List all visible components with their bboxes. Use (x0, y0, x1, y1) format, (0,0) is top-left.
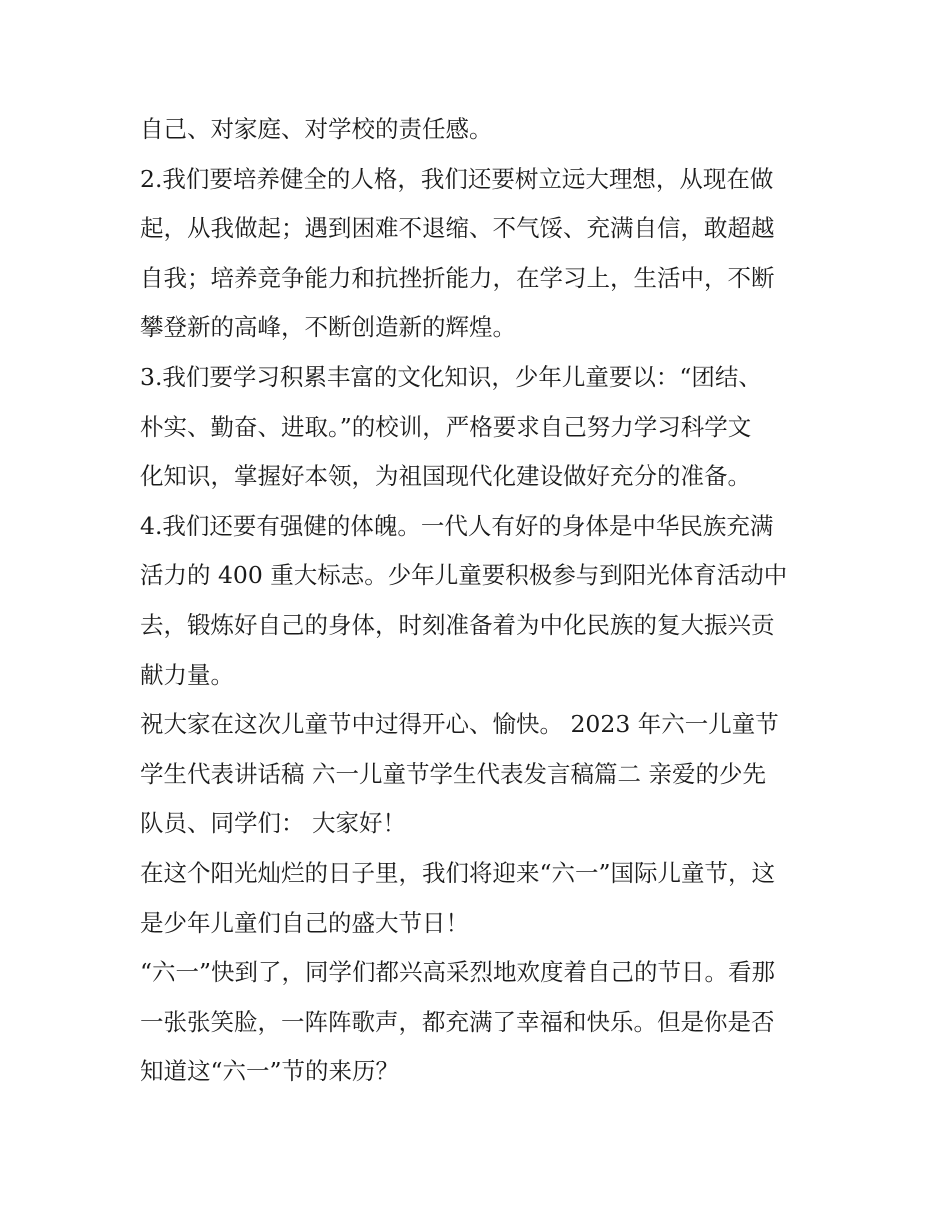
text-line: 去，锻炼好自己的身体，时刻准备着为中化民族的复大振兴贡 (140, 610, 775, 639)
text-line: 献力量。 (140, 660, 234, 689)
text-line: 3.我们要学习积累丰富的文化知识，少年儿童要以：“团结、 (140, 362, 762, 391)
text-line: 一张张笑脸，一阵阵歌声，都充满了幸福和快乐。但是你是否 (140, 1007, 775, 1036)
text-line: 攀登新的高峰，不断创造新的辉煌。 (140, 313, 516, 342)
document-body (140, 105, 820, 1097)
text-line: 活力的 400 重大标志。少年儿童要积极参与到阳光体育活动中 (140, 561, 788, 590)
text-line: 化知识，掌握好本领，为祖国现代化建设做好充分的准备。 (140, 462, 751, 491)
text-line: 是少年儿童们自己的盛大节日！ (140, 908, 469, 937)
text-line: 知道这“六一”节的来历？ (140, 1057, 400, 1086)
text-line: 自己、对家庭、对学校的责任感。 (140, 115, 493, 143)
text-line: 自我；培养竞争能力和抗挫折能力，在学习上，生活中，不断 (140, 263, 775, 292)
text-line: 起，从我做起；遇到困难不退缩、不气馁、充满自信，敢超越 (140, 214, 775, 243)
text-line: 2.我们要培养健全的人格，我们还要树立远大理想，从现在做 (140, 164, 774, 193)
text-line: 4.我们还要有强健的体魄。一代人有好的身体是中华民族充满 (140, 511, 774, 540)
text-line: 队员、同学们： 大家好！ (140, 809, 406, 838)
text-line: 学生代表讲话稿 六一儿童节学生代表发言稿篇二 亲爱的少先 (140, 759, 766, 788)
text-line: 祝大家在这次儿童节中过得开心、愉快。 2023 年六一儿童节 (140, 710, 779, 739)
text-line: 在这个阳光灿烂的日子里，我们将迎来“六一”国际儿童节，这 (140, 858, 776, 887)
text-line: “六一”快到了，同学们都兴高采烈地欢度着自己的节日。看那 (140, 958, 776, 987)
text-line: 朴实、勤奋、进取。”的校训，严格要求自己努力学习科学文 (140, 412, 752, 441)
